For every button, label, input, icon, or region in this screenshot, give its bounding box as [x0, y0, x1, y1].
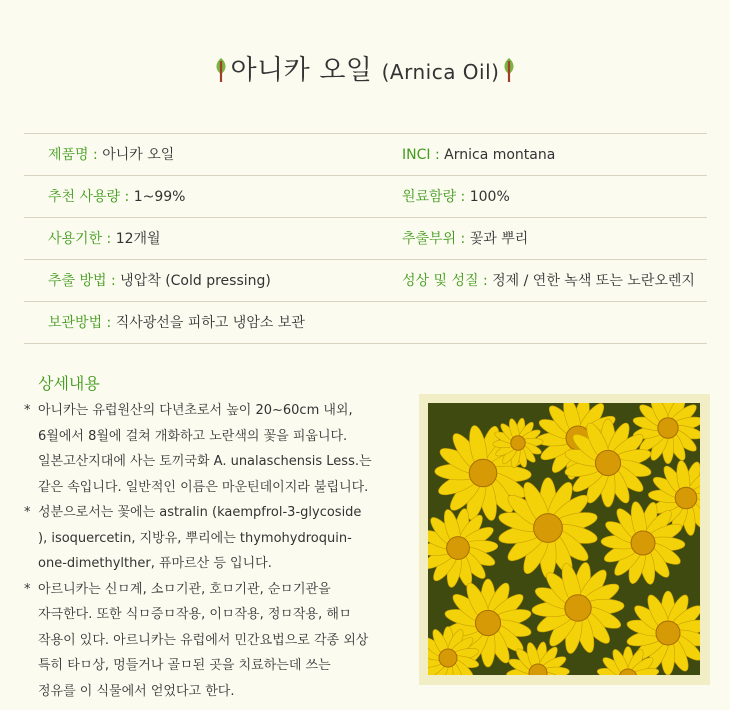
spec-value: 1~99% — [133, 189, 186, 205]
spec-value: 꽃과 뿌리 — [469, 231, 529, 247]
spec-label: 추출부위 : — [402, 231, 466, 247]
bullet-mark: * — [24, 505, 31, 520]
spec-value: Arnica montana — [444, 147, 556, 163]
spec-product-name — [48, 134, 174, 177]
detail-line: 아니카는 유럽원산의 다년초로서 높이 20~60cm 내외, — [38, 403, 353, 418]
bullet-mark: * — [24, 581, 31, 597]
spec-value: 직사광선을 피하고 냉암소 보관 — [115, 315, 305, 331]
detail-line: 작용이 있다. 아르니카는 유럽에서 민간요법으로 각종 외상 — [38, 632, 369, 648]
detail-paragraph — [24, 577, 409, 705]
bullet-mark: * — [24, 403, 31, 418]
detail-line: one-dimethylther, 퓨마르산 등 입니다. — [38, 556, 272, 571]
spec-value: 12개월 — [115, 231, 161, 247]
detail-line: 자극한다. 또한 식ㅁ증ㅁ작용, 이ㅁ작용, 정ㅁ작용, 해ㅁ — [38, 607, 352, 622]
spec-extract-method — [48, 260, 271, 303]
detail-line: 성분으로서는 꽃에는 astralin (kaempfrol-3-glycoside — [38, 505, 362, 520]
spec-property — [402, 260, 695, 303]
leaf-icon — [214, 57, 228, 90]
spec-value: 정제 / 연한 녹색 또는 노란오렌지 — [492, 273, 695, 289]
spec-label: 원료함량 : — [402, 189, 466, 205]
spec-row — [24, 176, 707, 218]
details-heading: 상세내용 — [38, 374, 100, 393]
spec-label: 보관방법 : — [48, 315, 112, 331]
detail-line: 일본고산지대에 사는 토끼국화 A. unalaschensis Less.는 — [38, 454, 372, 469]
detail-paragraph — [24, 500, 409, 577]
spec-storage — [48, 302, 305, 345]
detail-line: 아르니카는 신ㅁ계, 소ㅁ기관, 호ㅁ기관, 순ㅁ기관을 — [38, 581, 331, 597]
detail-paragraph — [24, 398, 409, 500]
spec-label: 제품명 : — [48, 147, 98, 163]
detail-line: 정유를 이 식물에서 얻었다고 한다. — [38, 683, 235, 699]
spec-inci — [402, 134, 555, 177]
spec-label: INCI : — [402, 147, 440, 163]
spec-row — [24, 302, 707, 344]
spec-value: 아니카 오일 — [102, 147, 175, 163]
leaf-icon — [502, 57, 516, 90]
detail-line: 특히 타ㅁ상, 멍들거나 골ㅁ된 곳을 치료하는데 쓰는 — [38, 658, 331, 673]
spec-label: 추출 방법 : — [48, 273, 116, 289]
spec-value: 냉압착 (Cold pressing) — [120, 273, 271, 289]
detail-line: 같은 속입니다. 일반적인 이름은 마운틴데이지라 불립니다. — [38, 479, 369, 495]
spec-content — [402, 176, 510, 219]
product-spec-table — [24, 133, 707, 344]
spec-extract-part — [402, 218, 528, 261]
spec-label: 성상 및 성질 : — [402, 273, 488, 289]
title-english: (Arnica Oil) — [381, 60, 500, 84]
details-text — [24, 398, 409, 704]
arnica-flower-photo — [428, 403, 700, 675]
spec-row — [24, 134, 707, 176]
spec-usage — [48, 176, 185, 219]
detail-line: ), isoquercetin, 지방유, 뿌리에는 thymohydroquin- — [38, 530, 352, 546]
photo-frame — [419, 394, 710, 685]
spec-label: 추천 사용량 : — [48, 189, 130, 205]
spec-value: 100% — [469, 189, 510, 205]
title-korean: 아니카 오일 — [230, 55, 373, 86]
spec-row — [24, 260, 707, 302]
spec-row — [24, 218, 707, 260]
detail-line: 6월에서 8월에 걸쳐 개화하고 노란색의 꽃을 피웁니다. — [38, 428, 348, 444]
spec-expiry — [48, 218, 161, 261]
page-title — [0, 48, 730, 90]
spec-label: 사용기한 : — [48, 231, 112, 247]
